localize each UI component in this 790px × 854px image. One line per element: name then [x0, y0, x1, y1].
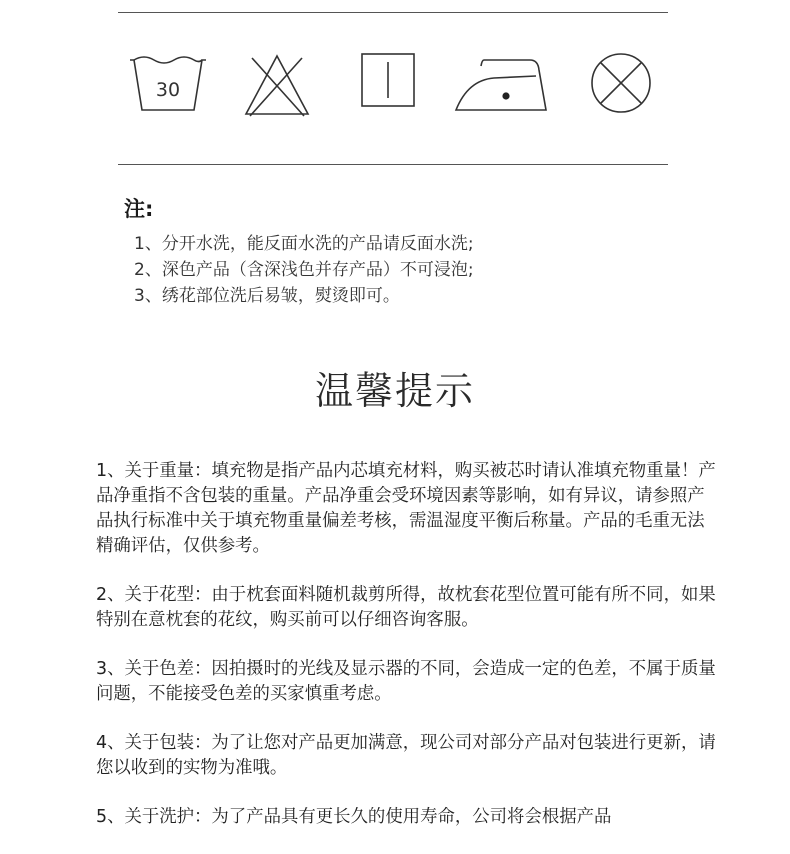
- tip-pattern: 2、关于花型：由于枕套面料随机裁剪所得，故枕套花型位置可能有所不同，如果特别在意枕套的花纹，购买前可以仔细咨询客服。: [96, 585, 716, 630]
- tip-color: 3、关于色差：因拍摄时的光线及显示器的不同，会造成一定的色差，不属于质量问题，不能接受色差的买家慎重考虑。: [96, 659, 716, 704]
- note-item: 1、分开水洗，能反面水洗的产品请反面水洗;: [134, 234, 474, 254]
- iron-low-heat-icon: [454, 52, 550, 116]
- top-divider: [118, 12, 668, 13]
- line-dry-icon: [360, 52, 416, 110]
- tip-care: 5、关于洗护：为了产品具有更长久的使用寿命，公司将会根据产品: [96, 807, 612, 827]
- note-item: 3、绣花部位洗后易皱，熨烫即可。: [134, 286, 400, 306]
- wash-temperature-label: 30: [155, 79, 181, 101]
- do-not-dry-clean-icon: [588, 52, 654, 118]
- care-icons-row: [120, 52, 670, 122]
- tip-packaging: 4、关于包装：为了让您对产品更加满意，现公司对部分产品对包装进行更新，请您以收到的实物为准哦。: [96, 733, 716, 778]
- note-item: 2、深色产品（含深浅色并存产品）不可浸泡;: [134, 260, 474, 280]
- tip-weight: 1、关于重量：填充物是指产品内芯填充材料，购买被芯时请认准填充物重量！产品净重指不含包装的重量。产品净重会受环境因素等影响，如有异议，请参照产品执行标准中关于填充物重量偏差考核，需温湿度平衡后称量。产品的毛重无法精确评估，仅供参考。: [96, 461, 716, 556]
- do-not-bleach-icon: [242, 52, 312, 118]
- wash-30-icon: [128, 52, 208, 114]
- bottom-divider: [118, 164, 668, 165]
- notes-list: [134, 231, 474, 309]
- notes-heading: 注:: [124, 197, 154, 221]
- tips-title: 温馨提示: [314, 369, 475, 413]
- tips-list: [96, 459, 716, 854]
